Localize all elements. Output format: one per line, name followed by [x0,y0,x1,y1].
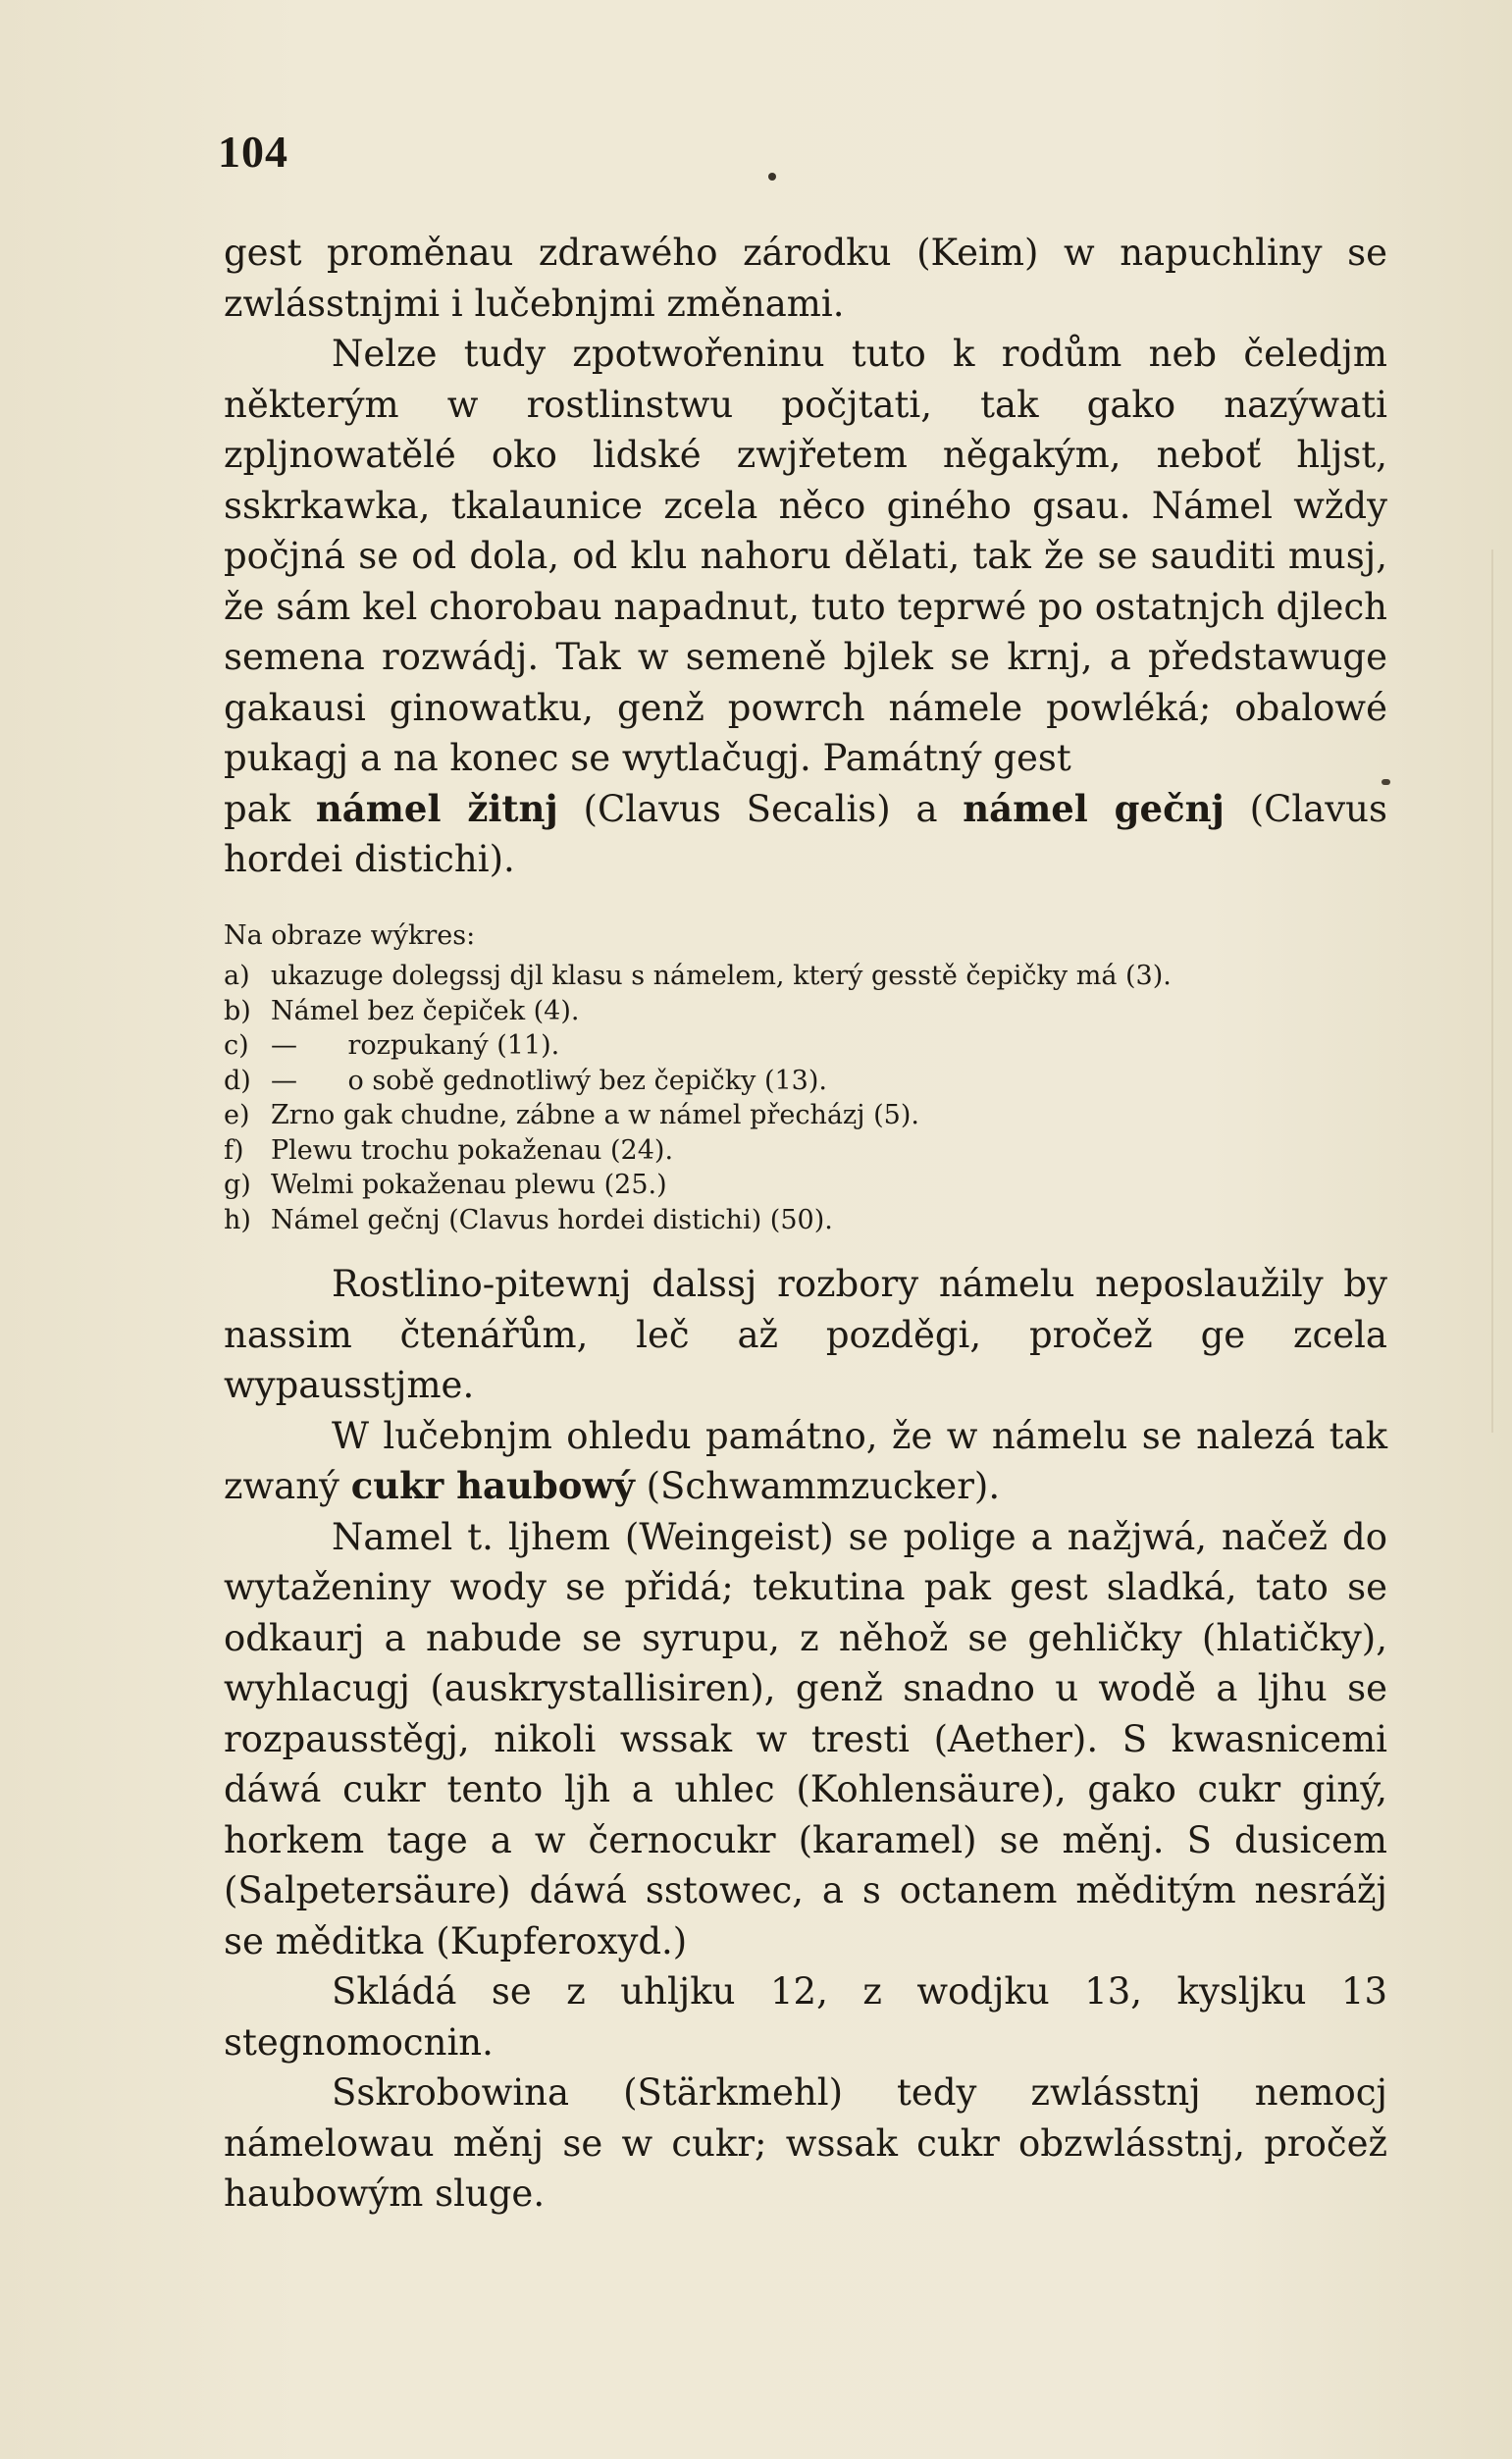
caption-text: Zrno gak chudne, zábne a w námel přecházj (5). [271,1100,919,1130]
caption-item [224,1133,1387,1169]
paragraph-rostlino: Rostlino-pitewnj dalssj rozbory námelu neposlaužily by nassim čtenářům, leč až pozděgi, pročež ge zcela wypausstjme. [224,1263,1387,1406]
term-namel-gecnj: námel gečnj [963,786,1225,830]
caption-item [224,959,1387,994]
page-edge-shadow [1491,549,1493,1433]
pak-word: pak [224,787,291,830]
caption-letter: b) [224,995,251,1026]
paragraph-lucebnjm [224,1411,1387,1512]
caption-item [224,1064,1387,1099]
latin-clavus-secalis: (Clavus Secalis) [583,787,891,830]
caption-text: Námel bez čepiček (4). [271,995,580,1026]
paragraph-sskrobowina: Sskrobowina (Stärkmehl) tedy zwlásstnj nemocj námelowau měnj se w cukr; wssak cukr obzwlásstnj, pročež haubowým sluge. [224,2071,1387,2215]
caption-letter: h) [224,1204,251,1235]
caption-letter: d) [224,1065,251,1096]
caption-letter: f) [224,1134,244,1166]
lucebnjm-text: W lučebnjm ohledu památno, že w námelu se nalezá tak zwaný cukr haubowý (Schwammzucker). [224,1414,1387,1507]
caption-letter: a) [224,961,250,991]
caption-letter: c) [224,1030,249,1061]
caption-letter: e) [224,1100,250,1130]
paragraph-sklada: Skládá se z uhljku 12, z wodjku 13, kysljku 13 stegnomocnin. [224,1970,1387,2064]
conjunction-a: a [915,787,938,830]
caption-item [224,1098,1387,1133]
caption-text: Plewu trochu pokaženau (24). [271,1134,674,1166]
caption-item [224,1168,1387,1203]
caption-text: Námel gečnj (Clavus hordei distichi) (50). [271,1204,833,1235]
term-cukr-haubowy: cukr haubowý [350,1464,635,1507]
paragraph-namel-ljhem: Namel t. ljhem (Weingeist) se polige a nažjwá, načež do wytaženiny wody se přidá; tekutina pak gest sladká, tato se odkaurj a nabude se syrupu, z něhož se gehličky (hlatičky), wyhlacugj (auskrystallisiren), genž snadno u wodě a ljhu se rozpausstěgj, nikoli wssak w tresti (Aether). S kwasnicemi dáwá cukr tento ljh a uhlec (Kohlensäure), gako cukr giný, horkem tage a w černocukr (karamel) se měnj. S dusicem (Salpetersäure) dáwá sstowec, a s octanem měditým nesrážj se měditka (Kupferoxyd.) [224,1515,1387,1962]
caption-text: ukazuge dolegssj djl klasu s námelem, který gesstě čepičky má (3). [271,961,1172,991]
caption-title: Na obraze wýkres: [224,919,476,951]
caption-letter: g) [224,1170,251,1200]
paragraph-pamatny-line [224,784,1387,885]
paragraph-continuation: gest proměnau zdrawého zárodku (Keim) w napuchliny se zwlásstnjmi i lučebnjmi změnami. [224,232,1387,325]
caption-item [224,1028,1387,1064]
text-block [224,228,1387,2220]
caption-text: Welmi pokaženau plewu (25.) [271,1170,667,1200]
term-namel-zitnj: námel žitnj [315,786,558,830]
caption-text: — rozpukaný (11). [271,1030,560,1061]
page-number: 104 [218,127,288,177]
caption-text: — o sobě gednotliwý bez čepičky (13). [271,1065,827,1096]
paragraph-namel: Nelze tudy zpotwořeninu tuto k rodům neb čeledjm některým w rostlinstwu počjtati, tak gako nazýwati zpljnowatělé oko lidské zwjřetem něgakým, neboť hljst, sskrkawka, tkalaunice zcela něco giného gsau. Námel wždy počjná se od dola, od klu nahoru dělati, tak že se sauditi musj, že sám kel chorobau napadnut, tuto teprwé po ostatnjch djlech semena rozwádj. Tak w semeně bjlek se krnj, a předstawuge gakausi ginowatku, genž powrch námele powléká; obalowé pukagj a na konec se wytlačugj. Památný gest [224,333,1387,779]
print-speck [768,173,776,181]
caption-item [224,1203,1387,1238]
latin-clavus-hordei: (Clavus hordei distichi). [224,787,1387,880]
caption-item [224,994,1387,1029]
figure-caption [224,918,1387,1238]
